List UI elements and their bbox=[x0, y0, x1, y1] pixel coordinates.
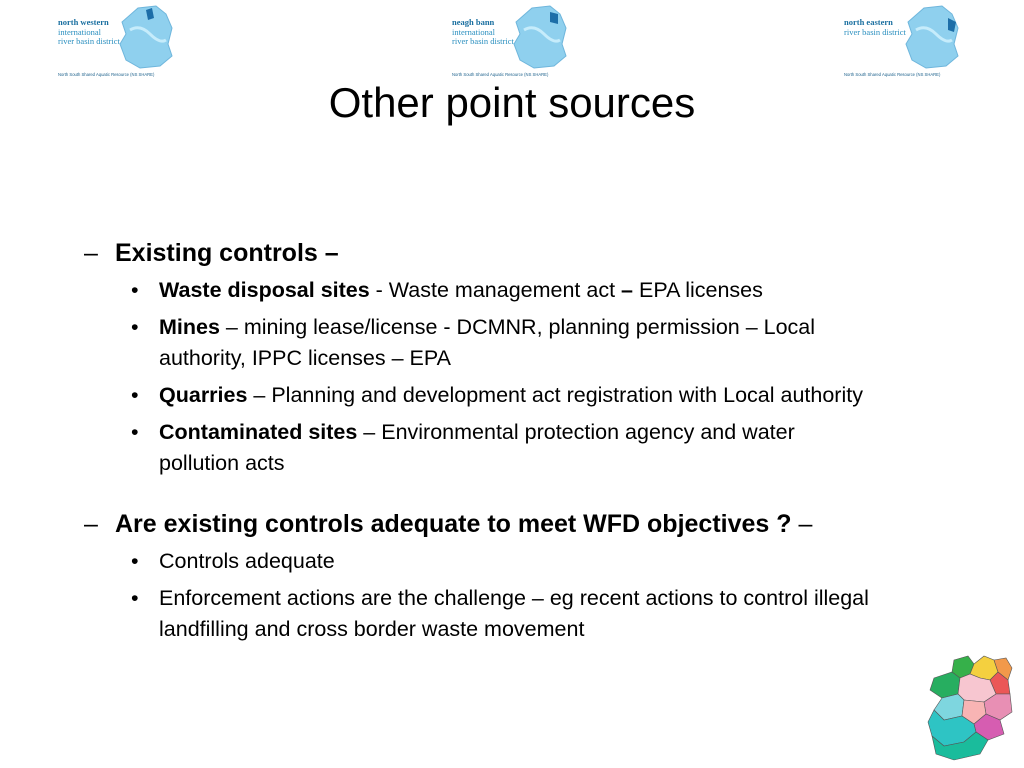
item-text: – Environmental protection agency and water pollution acts bbox=[159, 420, 795, 475]
logo-text bbox=[452, 18, 514, 47]
item-bold: Quarries bbox=[159, 383, 248, 407]
section-heading: Existing controls – bbox=[115, 239, 339, 267]
ireland-map-icon bbox=[510, 4, 570, 70]
item-bold: Waste disposal sites bbox=[159, 278, 370, 302]
logo-line: neagh bann bbox=[452, 17, 495, 27]
item-text: EPA licenses bbox=[633, 278, 763, 302]
dash-bullet: – bbox=[84, 510, 98, 538]
item-text: – Planning and development act registration with Local authority bbox=[247, 383, 863, 407]
item-bold: – bbox=[621, 278, 634, 302]
section-heading: Are existing controls adequate to meet WFD objectives ? bbox=[115, 510, 792, 538]
list-item: • Controls adequate bbox=[84, 546, 879, 577]
heading-suffix: – bbox=[791, 510, 813, 538]
list-item bbox=[84, 417, 879, 479]
river-basin-districts-map bbox=[924, 650, 1020, 764]
ireland-map-icon bbox=[116, 4, 176, 70]
item-text: - Waste management act bbox=[369, 278, 622, 302]
logo-line: north eastern bbox=[844, 17, 893, 27]
list-item bbox=[84, 380, 879, 411]
logo-tagline: North South Shared Aquatic Resource (NS SHARE) bbox=[452, 72, 549, 77]
section-adequacy-question bbox=[84, 507, 964, 542]
logo-text bbox=[58, 18, 120, 47]
list-item bbox=[84, 312, 879, 374]
item-text: – mining lease/license - DCMNR, planning permission – Local authority, IPPC licenses – EPA bbox=[159, 315, 816, 370]
logo-neagh-bann bbox=[450, 4, 580, 80]
ireland-map-icon bbox=[902, 4, 962, 70]
logo-line: north western bbox=[58, 17, 109, 27]
item-bold: Contaminated sites bbox=[159, 420, 358, 444]
logo-line: river basin district bbox=[58, 36, 120, 46]
logo-line: river basin district bbox=[844, 26, 906, 37]
section-existing-controls bbox=[84, 236, 964, 271]
logo-line: international bbox=[58, 26, 101, 37]
list-item bbox=[84, 275, 879, 306]
adequacy-list bbox=[84, 546, 964, 645]
logo-tagline: North South Shared Aquatic Resource (NS SHARE) bbox=[58, 72, 155, 77]
list-item: • Enforcement actions are the challenge – eg recent actions to control illegal landfilling and cross border waste movement bbox=[84, 583, 879, 645]
logo-text bbox=[844, 18, 906, 37]
slide-title: Other point sources bbox=[328, 79, 696, 126]
logo-line: international bbox=[452, 26, 495, 37]
item-bold: Mines bbox=[159, 315, 220, 339]
slide-content bbox=[84, 236, 964, 651]
logo-north-western bbox=[56, 4, 186, 80]
existing-controls-list bbox=[84, 275, 964, 479]
dash-bullet: – bbox=[84, 239, 98, 267]
logo-tagline: North South Shared Aquatic Resource (NS SHARE) bbox=[844, 72, 941, 77]
logo-north-eastern bbox=[842, 4, 972, 80]
logo-line: river basin district bbox=[452, 36, 514, 46]
